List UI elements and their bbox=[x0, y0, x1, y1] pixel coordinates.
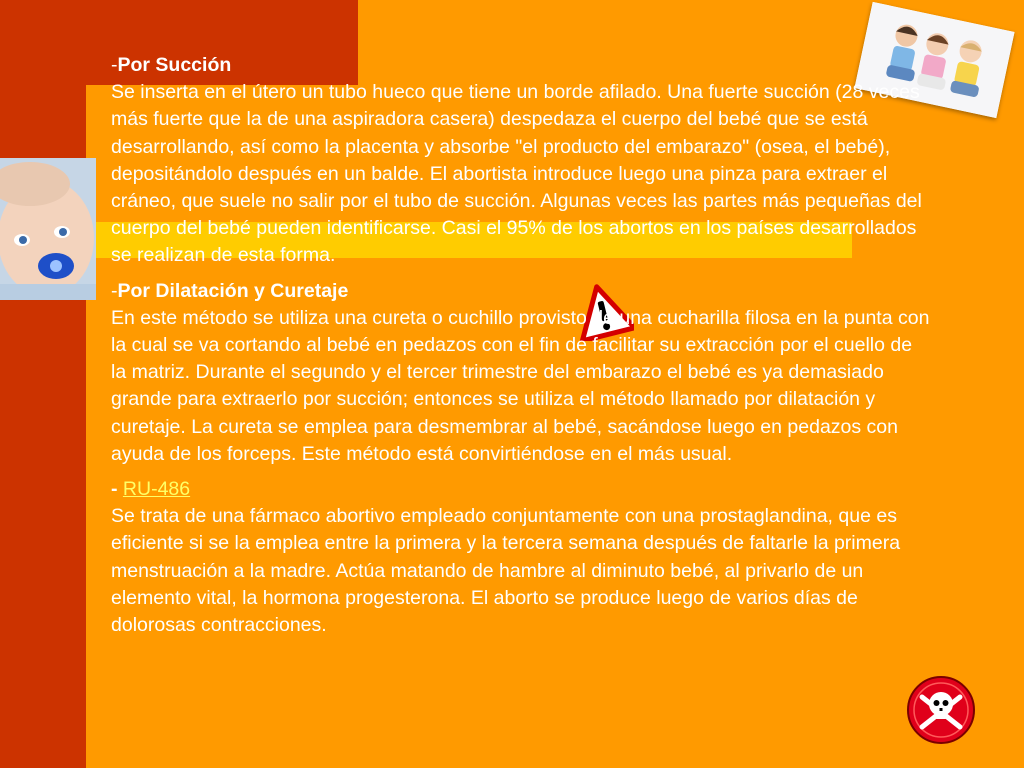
section-prefix: - bbox=[111, 478, 123, 501]
content bbox=[111, 52, 931, 647]
section-dilatacion bbox=[111, 278, 931, 468]
baby-photo bbox=[0, 158, 96, 300]
section-ru486 bbox=[111, 476, 931, 639]
skull-crossbones-icon bbox=[906, 675, 976, 745]
section-title: Por Succión bbox=[117, 54, 232, 76]
section-prefix: - bbox=[111, 279, 118, 302]
section-body: En este método se utiliza una cureta o cuchillo provisto de una cucharilla filosa en la punta con la cual se va cortando al bebé en pedazos con el fin de facilitar su extracción por el cuello de la matriz. Durante el segundo y el tercer trimestre del embarazo el bebé es ya demasiado grande para extraerlo por succión; entonces se utiliza el método llamado por dilatación y curetaje. La cureta se emplea para desmembrar al bebé, sacándose luego en pedazos con ayuda de los forceps. Este método está convirtiéndose en el más usual. bbox=[111, 306, 930, 465]
left-red-bar bbox=[0, 0, 86, 768]
ru486-link[interactable]: RU-486 bbox=[122, 478, 191, 501]
section-succion bbox=[111, 52, 931, 270]
section-body: Se inserta en el útero un tubo hueco que tiene un borde afilado. Una fuerte succión (28 veces más fuerte que la de una aspiradora casera) despedaza el cuerpo del bebé que se está desarrollando, así como la placenta y absorbe "el producto del embarazo" (osea, el bebé), depositándolo después en un balde. El abortista introduce luego una pinza para extraer el cráneo, que suele no salir por el tubo de succión. Algunas veces las partes más pequeñas del cuerpo del bebé pueden identificarse. Casi el 95% de los abortos en los países desarrollados se realizan de esta forma. bbox=[111, 81, 922, 267]
section-title: Por Dilatación y Curetaje bbox=[117, 279, 349, 302]
section-prefix: - bbox=[111, 54, 118, 76]
section-body: Se trata de una fármaco abortivo empleado conjuntamente con una prostaglandina, que es eficiente si se la emplea entre la primera y la tercera semana después de faltarle la primera menstruación a la madre. Actúa matando de hambre al diminuto bebé, al privarlo de un elemento vital, la hormona progesterona. El aborto se produce luego de varios días de dolorosas contracciones. bbox=[111, 505, 901, 637]
